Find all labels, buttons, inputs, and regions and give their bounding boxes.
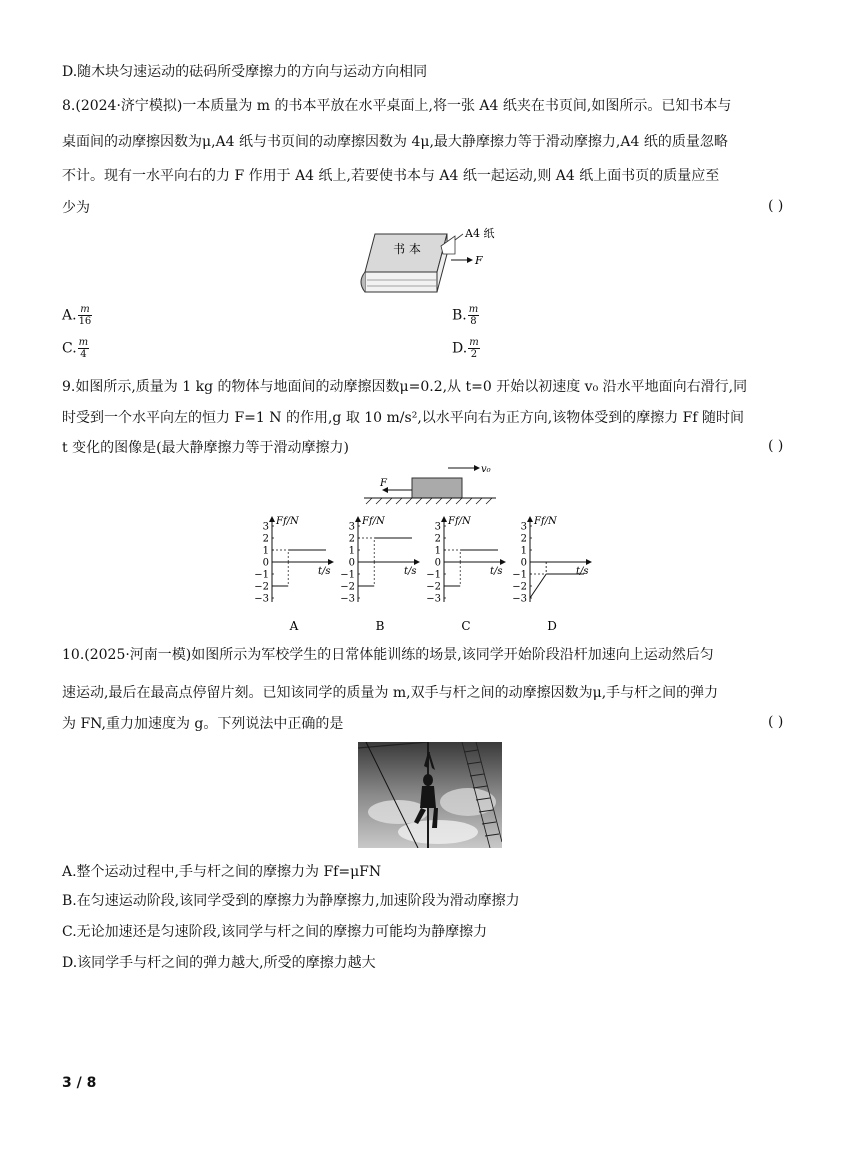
q10-answer-paren: ( )	[768, 714, 784, 730]
chart-option-label: C	[461, 619, 471, 633]
velocity-arrow	[448, 465, 480, 471]
fraction-numerator: m	[78, 304, 93, 316]
book-figure	[355, 224, 515, 300]
y-axis-label: Ff/N	[448, 516, 471, 527]
x-axis-arrow	[414, 559, 420, 565]
x-axis-label: t/s	[404, 566, 417, 577]
tick-label: 3	[434, 521, 441, 533]
ground	[364, 498, 496, 504]
velocity-label: v₀	[481, 464, 491, 475]
q8-text-line1: 8.(2024·济宁模拟)一本质量为 m 的书本平放在水平桌面上,将一张 A4 纸夹在书页间,如图所示。已知书本与	[62, 98, 732, 114]
tick-label: −1	[254, 569, 269, 581]
tick-label: 2	[348, 533, 355, 545]
tick-label: 2	[262, 533, 269, 545]
q10-option-a: A.整个运动过程中,手与杆之间的摩擦力为 Ff=μFN	[62, 864, 382, 880]
tick-label: −1	[512, 569, 527, 581]
q9-answer-paren: ( )	[768, 438, 784, 454]
tick-label: −2	[254, 581, 269, 593]
q10-option-b: B.在匀速运动阶段,该同学受到的摩擦力为静摩擦力,加速阶段为滑动摩擦力	[62, 893, 520, 909]
q8-option-c	[62, 337, 89, 360]
a4-paper-label: A4 纸	[465, 227, 495, 240]
force-label: F	[475, 254, 483, 267]
q10-option-d: D.该同学手与杆之间的弹力越大,所受的摩擦力越大	[62, 955, 376, 971]
fraction-denominator: 2	[470, 349, 478, 360]
q8-text-line2: 桌面间的动摩擦因数为μ,A4 纸与书页间的动摩擦因数为 4μ,最大静摩擦力等于滑动摩擦力,A4 纸的质量忽略	[62, 134, 728, 150]
q8-option-a	[62, 304, 92, 327]
tick-label: −3	[340, 593, 355, 605]
tick-label: −1	[426, 569, 441, 581]
tick-label: 0	[520, 557, 527, 569]
x-axis-arrow	[328, 559, 334, 565]
fraction-numerator: m	[78, 337, 89, 348]
y-axis-arrow	[441, 516, 447, 522]
tick-label: −3	[426, 593, 441, 605]
q9-text-line3: t 变化的图像是(最大静摩擦力等于滑动摩擦力)	[62, 440, 349, 456]
q9-option-charts	[250, 510, 610, 636]
fraction-denominator: 8	[470, 316, 477, 327]
fraction-numerator: m	[468, 304, 479, 315]
q10-text-line3: 为 FN,重力加速度为 g。下列说法中正确的是	[62, 716, 344, 732]
tick-label: −2	[512, 581, 527, 593]
tick-label: 1	[348, 545, 355, 557]
option-prefix: A.	[62, 307, 77, 324]
tick-label: 0	[262, 557, 269, 569]
option-prefix: C.	[62, 340, 77, 357]
y-axis-label: Ff/N	[534, 516, 557, 527]
q7-option-d: D.随木块匀速运动的砝码所受摩擦力的方向与运动方向相同	[62, 64, 428, 80]
tick-label: 2	[434, 533, 441, 545]
tick-label: 2	[520, 533, 527, 545]
page-number: 3 / 8	[62, 1075, 97, 1091]
q9-text-line2: 时受到一个水平向左的恒力 F=1 N 的作用,g 取 10 m/s²,以水平向右为正方向,该物体受到的摩擦力 Ff 随时间	[62, 410, 745, 426]
block-setup-figure	[360, 460, 500, 510]
tick-label: 3	[262, 521, 269, 533]
force-label: F	[380, 478, 387, 489]
chart-option-label: B	[375, 619, 385, 633]
y-axis-arrow	[355, 516, 361, 522]
fraction-numerator: m	[469, 337, 479, 348]
tick-label: −2	[340, 581, 355, 593]
book-label: 书 本	[393, 242, 421, 256]
q8-text-line3: 不计。现有一水平向右的力 F 作用于 A4 纸上,若要使书本与 A4 纸一起运动,则 A4 纸上面书页的质量应至	[62, 168, 720, 184]
fraction-denominator: 4	[80, 349, 87, 360]
series-segment	[530, 574, 546, 598]
x-axis-arrow	[586, 559, 592, 565]
x-axis-label: t/s	[318, 566, 331, 577]
q10-option-c: C.无论加速还是匀速阶段,该同学与杆之间的摩擦力可能均为静摩擦力	[62, 924, 488, 940]
y-axis-label: Ff/N	[362, 516, 385, 527]
q8-text-line4: 少为	[62, 200, 90, 216]
fraction-denominator: 16	[78, 316, 92, 327]
chart-option-label: D	[547, 619, 557, 633]
block	[412, 478, 462, 498]
q10-text-line1: 10.(2025·河南一模)如图所示为军校学生的日常体能训练的场景,该同学开始阶段沿杆加速向上运动然后匀	[62, 647, 714, 663]
tick-label: 3	[348, 521, 355, 533]
tick-label: 1	[434, 545, 441, 557]
x-axis-arrow	[500, 559, 506, 565]
chart-option-label: A	[289, 619, 299, 633]
tick-label: −3	[254, 593, 269, 605]
q9-text-line1: 9.如图所示,质量为 1 kg 的物体与地面间的动摩擦因数μ=0.2,从 t=0 开始以初速度 v₀ 沿水平地面向右滑行,同	[62, 379, 748, 395]
tick-label: −2	[426, 581, 441, 593]
q8-answer-paren: ( )	[768, 198, 784, 214]
tick-label: 3	[520, 521, 527, 533]
option-prefix: D.	[452, 340, 468, 357]
y-axis-arrow	[527, 516, 533, 522]
x-axis-label: t/s	[490, 566, 503, 577]
q10-text-line2: 速运动,最后在最高点停留片刻。已知该同学的质量为 m,双手与杆之间的动摩擦因数为μ,手与杆之间的弹力	[62, 685, 719, 701]
option-prefix: B.	[452, 307, 467, 324]
tick-label: 1	[520, 545, 527, 557]
y-axis-label: Ff/N	[276, 516, 299, 527]
tick-label: 0	[434, 557, 441, 569]
q8-option-d	[452, 337, 480, 360]
y-axis-arrow	[269, 516, 275, 522]
tick-label: 1	[262, 545, 269, 557]
tick-label: −3	[512, 593, 527, 605]
force-arrow	[451, 257, 473, 263]
q8-option-b	[452, 304, 479, 327]
tick-label: −1	[340, 569, 355, 581]
x-axis-label: t/s	[576, 566, 589, 577]
training-photo	[358, 742, 502, 848]
tick-label: 0	[348, 557, 355, 569]
